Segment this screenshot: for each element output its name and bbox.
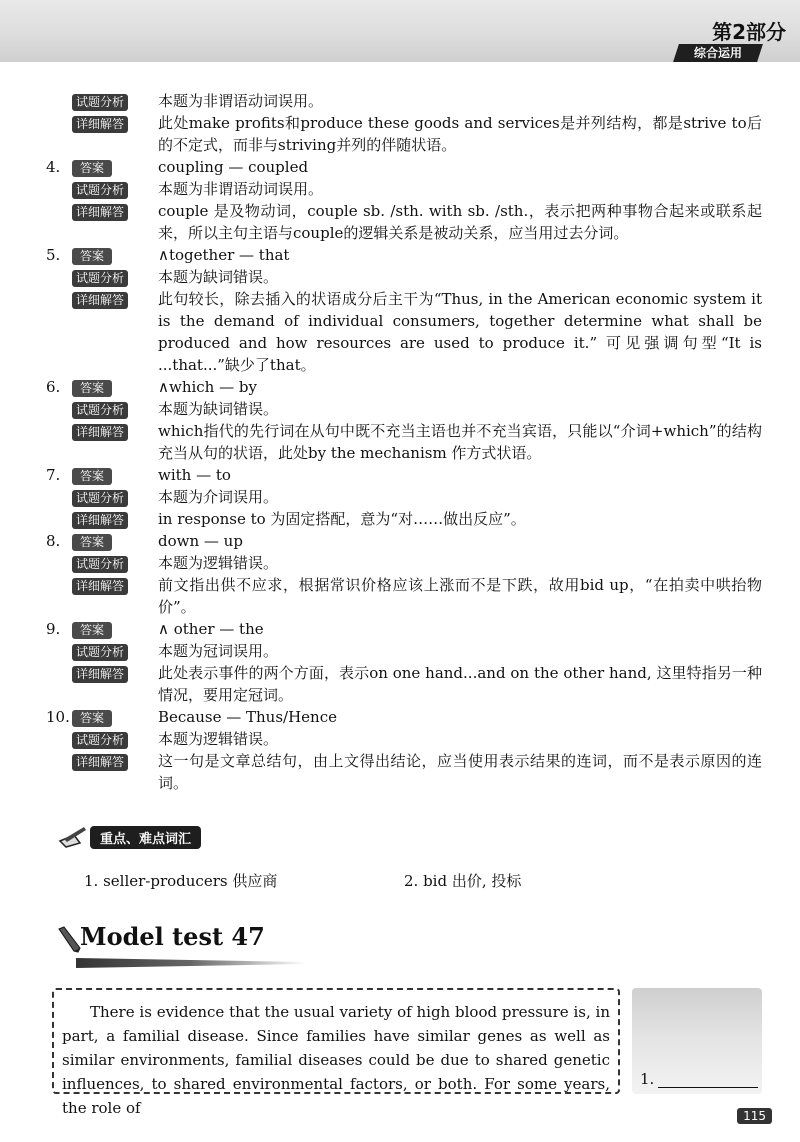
analysis-row xyxy=(46,266,762,288)
analysis-label-cell xyxy=(72,728,158,750)
answer-text: ∧ other — the xyxy=(158,620,264,638)
part-subtitle: 综合运用 xyxy=(673,44,763,62)
answer-label: 答案 xyxy=(72,380,112,397)
detail-text: 此处表示事件的两个方面，表示on one hand...and on the other hand, 这里特指另一种情况，要用定冠词。 xyxy=(158,664,762,704)
answer-label: 答案 xyxy=(72,534,112,551)
analysis-label: 试题分析 xyxy=(72,556,128,573)
analysis-row xyxy=(46,178,762,200)
analysis-label: 试题分析 xyxy=(72,182,128,199)
detail-row xyxy=(46,574,762,618)
vocab-header xyxy=(58,822,201,852)
analysis-text: 本题为冠词误用。 xyxy=(158,642,279,660)
detail-row xyxy=(46,420,762,464)
detail-label: 详细解答 xyxy=(72,512,128,529)
answer-label-cell xyxy=(72,618,158,640)
analysis-label: 试题分析 xyxy=(72,490,128,507)
detail-row xyxy=(46,508,762,530)
detail-row xyxy=(46,200,762,244)
detail-label: 详细解答 xyxy=(72,754,128,771)
analysis-row xyxy=(46,486,762,508)
answer-text: with — to xyxy=(158,466,231,484)
analysis-row xyxy=(46,728,762,750)
detail-label-cell xyxy=(72,288,158,310)
detail-label: 详细解答 xyxy=(72,666,128,683)
analysis-label-cell xyxy=(72,178,158,200)
analysis-text: 本题为逻辑错误。 xyxy=(158,554,279,572)
model-test-title: Model test 47 xyxy=(80,922,265,951)
model-test-header xyxy=(56,922,356,972)
detail-label: 详细解答 xyxy=(72,116,128,133)
analysis-row xyxy=(46,90,762,112)
analysis-label: 试题分析 xyxy=(72,94,128,111)
answer-number: 1. xyxy=(640,1070,655,1088)
analysis-label-cell xyxy=(72,486,158,508)
vocab-title: 重点、难点词汇 xyxy=(90,826,201,849)
passage-text: There is evidence that the usual variety of high blood pressure is, in part, a familial disease. Since families have similar genes as well as similar environments, familial diseases could be due to shared genetic influences, to shared environmental factors, or both. For some years, the role of xyxy=(62,1003,610,1117)
part-title: 第2部分 xyxy=(712,20,786,44)
item-number: 10. xyxy=(46,708,70,726)
answer-label-cell xyxy=(72,530,158,552)
item-number: 5. xyxy=(46,246,61,264)
analysis-text: 本题为逻辑错误。 xyxy=(158,730,279,748)
answer-text: Because — Thus/Hence xyxy=(158,708,337,726)
analysis-row xyxy=(46,552,762,574)
pen-notebook-icon xyxy=(58,825,88,849)
detail-label: 详细解答 xyxy=(72,578,128,595)
analysis-text: 本题为非谓语动词误用。 xyxy=(158,92,324,110)
answer-label-cell xyxy=(72,376,158,398)
item-number: 6. xyxy=(46,378,61,396)
detail-label-cell xyxy=(72,420,158,442)
detail-label: 详细解答 xyxy=(72,204,128,221)
analysis-label: 试题分析 xyxy=(72,644,128,661)
detail-row xyxy=(46,112,762,156)
item-number: 9. xyxy=(46,620,61,638)
item-number: 4. xyxy=(46,158,61,176)
analysis-label: 试题分析 xyxy=(72,732,128,749)
detail-text: 此处make profits和produce these goods and services是并列结构，都是strive to后的不定式，而非与striving并列的伴随状语。 xyxy=(158,114,762,154)
passage-box xyxy=(52,988,620,1117)
vocab-entry: 1. seller-producers 供应商 xyxy=(84,872,278,890)
detail-label-cell xyxy=(72,508,158,530)
answer-blank[interactable] xyxy=(658,1071,758,1088)
detail-label-cell xyxy=(72,112,158,134)
analysis-label-cell xyxy=(72,266,158,288)
answer-label: 答案 xyxy=(72,160,112,177)
detail-text: 此句较长，除去插入的状语成分后主干为“Thus, in the American economic system it is the demand of individual consumers, together determine what shall be produced and how resources are used to produce it.” 可见强调句型“It is ...that...”缺少了that。 xyxy=(158,290,762,374)
vocab-list xyxy=(84,870,724,891)
title-underline-bar xyxy=(76,958,306,968)
answer-label: 答案 xyxy=(72,248,112,265)
analysis-label-cell xyxy=(72,640,158,662)
detail-text: in response to 为固定搭配，意为“对……做出反应”。 xyxy=(158,510,526,528)
answer-row xyxy=(46,156,762,178)
answer-text: ∧together — that xyxy=(158,246,290,264)
answer-row xyxy=(46,618,762,640)
analysis-label-cell xyxy=(72,552,158,574)
analysis-label: 试题分析 xyxy=(72,270,128,287)
answer-label-cell xyxy=(72,244,158,266)
detail-text: 前文指出供不应求，根据常识价格应该上涨而不是下跌，故用bid up，“在拍卖中哄抬物价”。 xyxy=(158,576,762,616)
detail-label-cell xyxy=(72,662,158,684)
detail-row xyxy=(46,288,762,376)
answer-row xyxy=(46,464,762,486)
analysis-text: 本题为缺词错误。 xyxy=(158,400,279,418)
analysis-label-cell xyxy=(72,90,158,112)
answer-row xyxy=(46,376,762,398)
answer-label: 答案 xyxy=(72,622,112,639)
vocab-entry: 2. bid 出价, 投标 xyxy=(404,872,522,890)
answer-label: 答案 xyxy=(72,468,112,485)
detail-text: 这一句是文章总结句，由上文得出结论，应当使用表示结果的连词，而不是表示原因的连词。 xyxy=(158,752,762,792)
answer-row xyxy=(46,530,762,552)
answer-row xyxy=(46,706,762,728)
answer-blank-row xyxy=(640,1070,758,1088)
answer-label-cell xyxy=(72,464,158,486)
analysis-row xyxy=(46,640,762,662)
page-number: 115 xyxy=(737,1108,772,1124)
detail-label: 详细解答 xyxy=(72,424,128,441)
detail-label-cell xyxy=(72,200,158,222)
pencil-icon xyxy=(56,926,82,954)
item-number: 8. xyxy=(46,532,61,550)
analysis-text: 本题为非谓语动词误用。 xyxy=(158,180,324,198)
page-header xyxy=(0,0,800,62)
detail-label-cell xyxy=(72,750,158,772)
detail-label: 详细解答 xyxy=(72,292,128,309)
analysis-label: 试题分析 xyxy=(72,402,128,419)
analysis-label-cell xyxy=(72,398,158,420)
answer-label-cell xyxy=(72,156,158,178)
answer-label-cell xyxy=(72,706,158,728)
answer-row xyxy=(46,244,762,266)
detail-label-cell xyxy=(72,574,158,596)
detail-row xyxy=(46,750,762,794)
detail-text: couple 是及物动词，couple sb. /sth. with sb. /sth.，表示把两种事物合起来或联系起来，所以主句主语与couple的逻辑关系是被动关系，应当用过去分词。 xyxy=(158,202,762,242)
answer-text: ∧which — by xyxy=(158,378,257,396)
detail-text: which指代的先行词在从句中既不充当主语也并不充当宾语，只能以“介词+which”的结构充当从句的状语，此处by the mechanism 作方式状语。 xyxy=(158,422,762,462)
analysis-row xyxy=(46,398,762,420)
analysis-text: 本题为介词误用。 xyxy=(158,488,279,506)
detail-row xyxy=(46,662,762,706)
analysis-text: 本题为缺词错误。 xyxy=(158,268,279,286)
answer-text: coupling — coupled xyxy=(158,158,309,176)
answer-label: 答案 xyxy=(72,710,112,727)
answer-list xyxy=(46,90,762,794)
answer-text: down — up xyxy=(158,532,243,550)
item-number: 7. xyxy=(46,466,61,484)
